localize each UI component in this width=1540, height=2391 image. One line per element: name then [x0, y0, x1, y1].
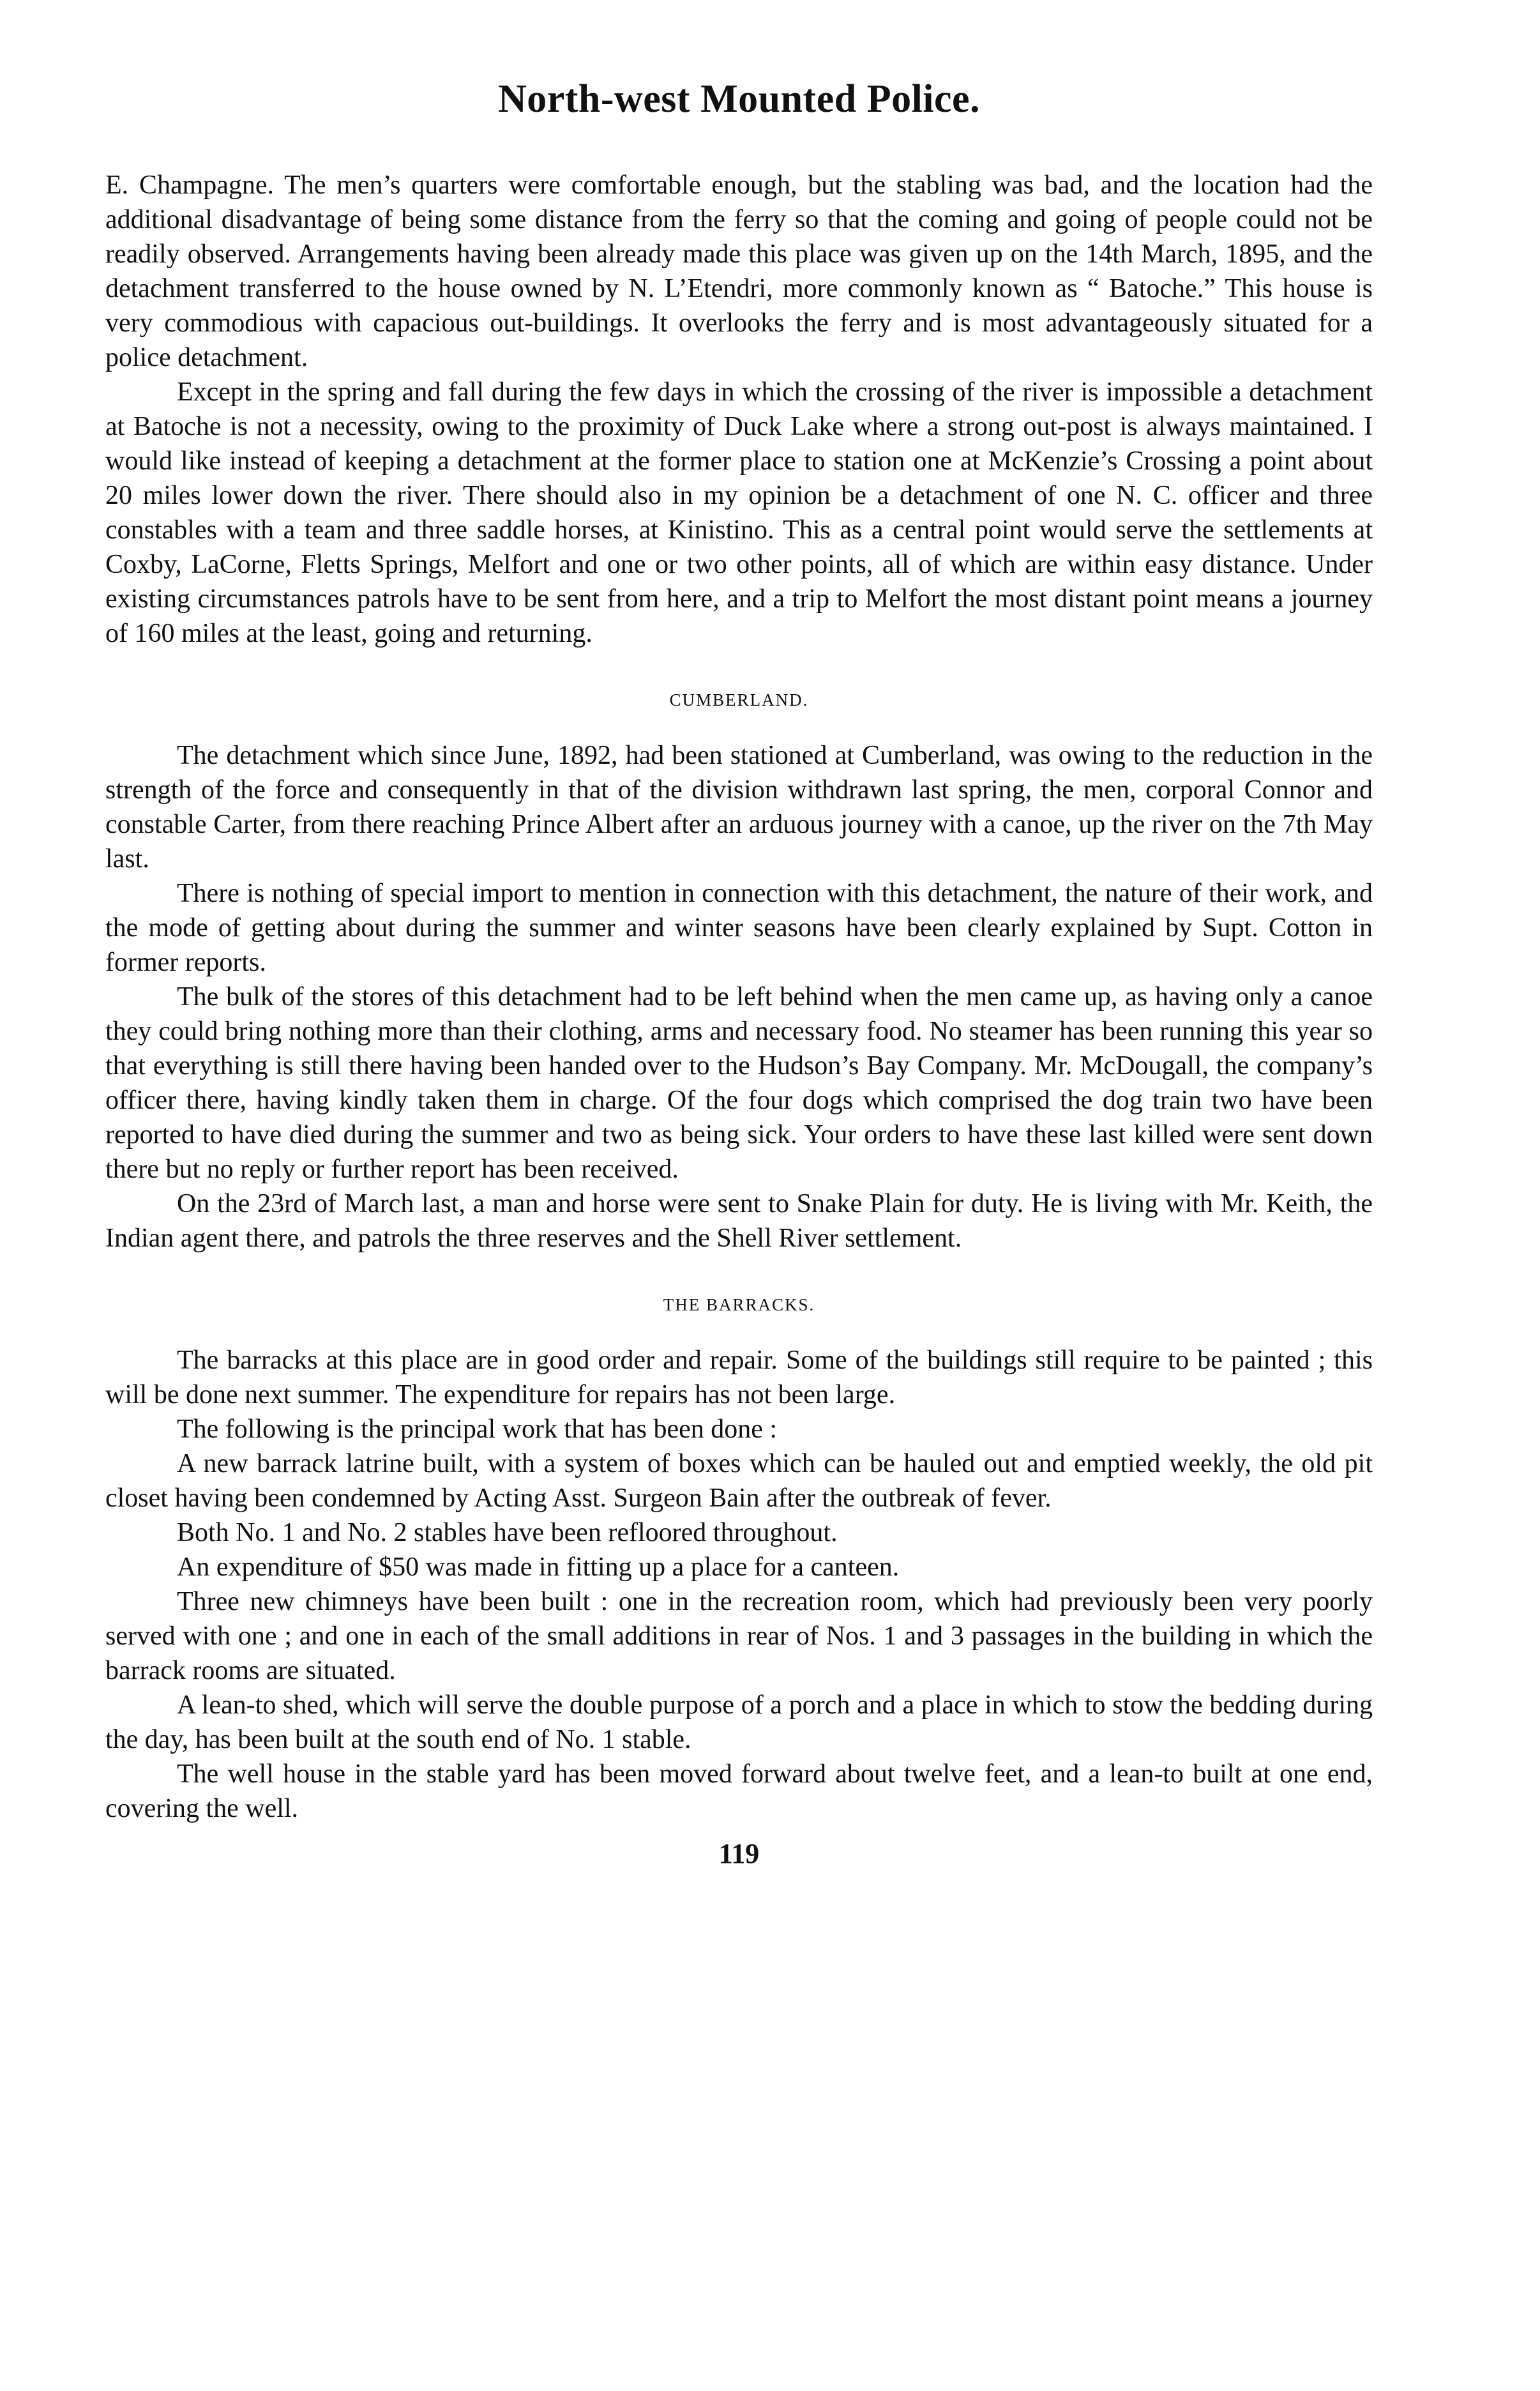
paragraph: The barracks at this place are in good order and repair. Some of the buildings still require to be painted ; this will be done next summer. The expenditure for repairs has not been large. [105, 1346, 1373, 1409]
section-heading: CUMBERLAND. [669, 690, 809, 710]
paragraph: The bulk of the stores of this detachment had to be left behind when the men came up, as having only a canoe they could bring nothing more than their clothing, arms and necessary food. No steamer has been running this year so that everything is still there having been handed over to the Hudson’s Bay Company. Mr. McDougall, the company’s officer there, having kindly taken them in charge. Of the four dogs which comprised the dog train two have been reported to have died during the summer and two as being sick. Your orders to have these last killed were sent down there but no reply or further report has been received. [105, 982, 1373, 1184]
page-number: 119 [718, 1838, 760, 1869]
paragraph: The following is the principal work that has been done : [177, 1415, 778, 1444]
paragraph: E. Champagne. The men’s quarters were comfortable enough, but the stabling was bad, and the location had the additional disadvantage of being some distance from the ferry so that the coming and going of people could not be readily observed. Arrangements having been already made this place was given up on the 14th March, 1895, and the detachment transferred to the house owned by N. L’Etendri, more commonly known as “ Batoche.” This house is very commodious with capacious out-buildings. It overlooks the ferry and is most advantageously situated for a police detachment. [105, 171, 1373, 372]
paragraph: An expenditure of $50 was made in fitting up a place for a canteen. [177, 1552, 900, 1582]
paragraph: A new barrack latrine built, with a system of boxes which can be hauled out and emptied weekly, the old pit closet having been condemned by Acting Asst. Surgeon Bain after the outbreak of fever. [105, 1449, 1373, 1513]
section-heading: THE BARRACKS. [663, 1295, 815, 1314]
running-head: North-west Mounted Police. [497, 77, 981, 121]
paragraph: The well house in the stable yard has been moved forward about twelve feet, and a lean-to built at one end, covering the well. [105, 1759, 1373, 1823]
section-cumberland [105, 690, 1373, 1256]
paragraph: Both No. 1 and No. 2 stables have been refloored throughout. [177, 1518, 838, 1547]
paragraph: There is nothing of special import to mention in connection with this detachment, the nature of their work, and the mode of getting about during the summer and winter seasons have been clearly explained by Supt. Cotton in former reports. [105, 879, 1373, 977]
paragraph: Three new chimneys have been built : one in the recreation room, which had previously been very poorly served with one ; and one in each of the small additions in rear of Nos. 1 and 3 passages in the building in which the barrack rooms are situated. [105, 1587, 1373, 1685]
paragraph: Except in the spring and fall during the few days in which the crossing of the river is impossible a detachment at Batoche is not a necessity, owing to the proximity of Duck Lake where a strong out-post is always maintained. I would like instead of keeping a detachment at the former place to station one at McKenzie’s Crossing a point about 20 miles lower down the river. There should also in my opinion be a detachment of one N. C. officer and three constables with a team and three saddle horses, at Kinistino. This as a central point would serve the settlements at Coxby, LaCorne, Fletts Springs, Melfort and one or two other points, all of which are within easy distance. Under existing circumstances patrols have to be sent from here, and a trip to Melfort the most distant point means a journey of 160 miles at the least, going and returning. [105, 377, 1373, 648]
paragraph: A lean-to shed, which will serve the double purpose of a porch and a place in which to stow the bedding during the day, has been built at the south end of No. 1 stable. [105, 1690, 1373, 1754]
section-barracks [105, 1295, 1373, 1826]
paragraph: On the 23rd of March last, a man and horse were sent to Snake Plain for duty. He is living with Mr. Keith, the Indian agent there, and patrols the three reserves and the Shell River settlement. [105, 1189, 1373, 1253]
document-page [105, 77, 1373, 1870]
section-intro [105, 168, 1373, 651]
paragraph: The detachment which since June, 1892, had been stationed at Cumberland, was owing to the reduction in the strength of the force and consequently in that of the division withdrawn last spring, the men, corporal Connor and constable Carter, from there reaching Prince Albert after an arduous journey with a canoe, up the river on the 7th May last. [105, 741, 1373, 874]
